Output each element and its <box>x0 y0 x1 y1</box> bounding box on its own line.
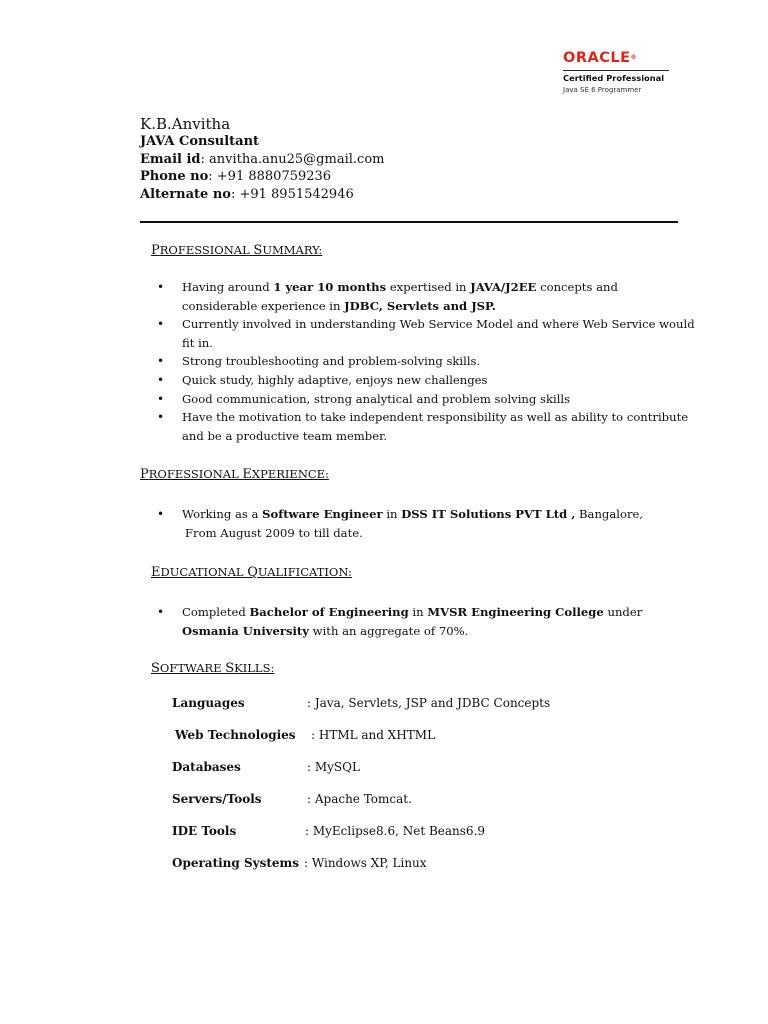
phone-value: : +91 8880759236 <box>208 169 332 184</box>
section-title-skills: SOFTWARE SKILLS: <box>151 661 275 676</box>
education-list <box>155 603 695 640</box>
summary-list <box>155 278 695 445</box>
skill-value: : MyEclipse8.6, Net Beans6.9 <box>305 824 486 838</box>
skill-value: : MySQL <box>307 760 360 774</box>
email-label: Email id <box>140 152 201 167</box>
list-item: • Completed Bachelor of Engineering in MVSR Engineering College under Osmania University with an aggregate of 70%. <box>155 603 695 640</box>
phone-line <box>140 168 331 186</box>
candidate-name: K.B.Anvitha <box>140 115 231 133</box>
skill-label: Languages <box>172 696 245 710</box>
alternate-phone-label: Alternate no <box>140 187 231 202</box>
skill-value: : Java, Servlets, JSP and JDBC Concepts <box>307 696 551 710</box>
list-item: • Strong troubleshooting and problem-solving skills. <box>155 352 695 371</box>
oracle-certification-logo <box>563 50 669 95</box>
list-item: • Good communication, strong analytical and problem solving skills <box>155 390 695 409</box>
alternate-phone-line <box>140 186 354 204</box>
list-item: • Have the motivation to take independent responsibility as well as ability to contribute and be a productive team member. <box>155 408 695 445</box>
section-title-education: EDUCATIONAL QUALIFICATION: <box>151 565 352 580</box>
skill-label: Databases <box>172 760 241 774</box>
candidate-title: JAVA Consultant <box>140 134 260 149</box>
skill-value: : Windows XP, Linux <box>304 856 427 870</box>
header-divider <box>140 221 678 223</box>
skill-label: Servers/Tools <box>172 792 262 806</box>
oracle-wordmark: ORACLE® <box>563 50 637 66</box>
phone-label: Phone no <box>140 169 209 184</box>
logo-program-text: Java SE 6 Programmer <box>563 86 642 94</box>
list-item: • Currently involved in understanding Web Service Model and where Web Service would fit in. <box>155 315 695 352</box>
logo-divider <box>563 70 669 71</box>
list-item: • Working as a Software Engineer in DSS IT Solutions PVT Ltd , Bangalore, From August 2009 to till date. <box>155 505 695 542</box>
list-item: • Quick study, highly adaptive, enjoys new challenges <box>155 371 695 390</box>
skill-label: IDE Tools <box>172 824 237 838</box>
list-item: • Having around 1 year 10 months expertised in JAVA/J2EE concepts and considerable experience in JDBC, Servlets and JSP. <box>155 278 695 315</box>
skill-value: : Apache Tomcat. <box>307 792 412 806</box>
alternate-phone-value: : +91 8951542946 <box>230 187 354 202</box>
skill-label: Operating Systems <box>172 856 299 870</box>
skill-value: : HTML and XHTML <box>311 728 436 742</box>
email-value: : anvitha.anu25@gmail.com <box>200 152 385 167</box>
email-line <box>140 151 384 169</box>
section-title-experience: PROFESSIONAL EXPERIENCE: <box>140 467 329 482</box>
experience-list <box>155 505 695 542</box>
skill-label: Web Technologies <box>175 728 296 742</box>
section-title-summary: PROFESSIONAL SUMMARY: <box>151 243 323 258</box>
logo-certification-text: Certified Professional <box>563 73 665 83</box>
